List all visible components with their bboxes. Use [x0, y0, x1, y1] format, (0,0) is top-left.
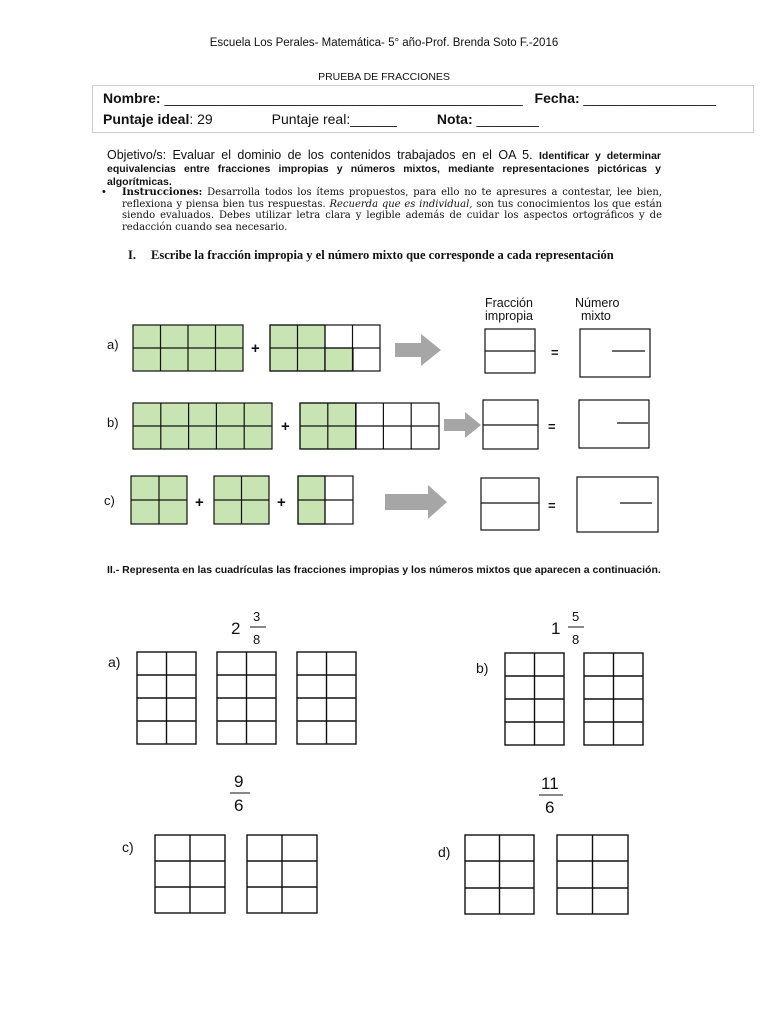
fraction-a-numerator: 3: [253, 609, 261, 624]
grid-d-1[interactable]: [465, 835, 534, 914]
col-numero-line2: mixto: [581, 309, 611, 323]
item-c-plus-2: +: [277, 494, 286, 511]
puntaje-real-label[interactable]: Puntaje real:______: [271, 111, 397, 127]
puntaje-ideal-label: Puntaje ideal: [103, 111, 190, 127]
section-1-title: Escribe la fracción impropia y el número mixto que corresponde a cada representación: [151, 248, 614, 262]
item-c-equals: =: [548, 498, 556, 513]
fraction-a-whole: 2: [231, 619, 241, 638]
instrucciones-italic: Recuerda que es individual,: [329, 198, 473, 210]
fraction-a: [231, 609, 266, 647]
item-a-label: a): [107, 337, 119, 352]
fecha-label: Fecha:: [534, 90, 580, 106]
item-b-plus: +: [281, 418, 290, 435]
item-2b-label: b): [476, 660, 489, 676]
instrucciones-text-2: son tus conocimientos los que están siendo evaluados. Debes utilizar letra clara y legible además de cuidar los aspectos ortográficos y de redacción cuando sea necesario.: [122, 198, 662, 233]
item-c-plus-1: +: [195, 494, 204, 511]
fraction-b-numerator: 5: [572, 609, 580, 624]
school-header: Escuela Los Perales- Matemática- 5° año-Prof. Brenda Soto F.-2016: [209, 37, 559, 49]
item-2c-label: c): [122, 839, 134, 855]
col-numero-line1: Número: [575, 296, 620, 310]
fraction-c: [230, 772, 250, 815]
fraction-a-denominator: 8: [253, 632, 261, 647]
grid-a-2[interactable]: [217, 652, 276, 744]
item-c-label: c): [104, 493, 115, 508]
grid-b-1[interactable]: [505, 653, 564, 745]
grid-d-2[interactable]: [557, 835, 628, 914]
item-2d-label: d): [438, 844, 451, 860]
grid-a-1[interactable]: [137, 652, 196, 744]
grid-c-2[interactable]: [247, 835, 317, 913]
item-2a-label: a): [108, 654, 121, 670]
nota-label: Nota:: [436, 111, 473, 127]
bullet: •: [102, 186, 106, 198]
section-2-title: II.- Representa en las cuadrículas las fracciones impropias y los números mixtos que aparecen a continuación.: [107, 564, 661, 576]
nota-line[interactable]: ________: [476, 111, 539, 127]
fraction-d-denominator: 6: [545, 798, 555, 817]
item-b-equals: =: [548, 419, 556, 434]
instrucciones-label: Instrucciones:: [122, 187, 203, 198]
nombre-label: Nombre:: [103, 90, 161, 106]
fraction-d: [539, 774, 563, 817]
objetivo-main: Objetivo/s: Evaluar el dominio de los contenidos trabajados en el OA 5.: [107, 148, 533, 162]
grid-a-3[interactable]: [297, 652, 356, 744]
item-a-plus: +: [251, 340, 260, 357]
fraction-b-whole: 1: [551, 619, 561, 638]
item-b-label: b): [107, 415, 119, 430]
fraction-b: [551, 609, 584, 647]
fraction-b-denominator: 8: [572, 632, 580, 647]
col-fraccion-line1: Fracción: [485, 296, 533, 310]
fraction-c-denominator: 6: [234, 796, 244, 815]
section-1-number: I.: [128, 248, 136, 262]
test-title: PRUEBA DE FRACCIONES: [318, 71, 450, 83]
objetivo-detail: Identificar y determinar equivalencias entre fracciones impropias y números mixtos, mediante representaciones pictóricas y algorítmicas.: [107, 150, 661, 188]
grid-b-2[interactable]: [584, 653, 643, 745]
nombre-line[interactable]: ______________________________________________: [164, 90, 523, 106]
fecha-line[interactable]: _________________: [583, 90, 716, 106]
grid-c-1[interactable]: [155, 835, 225, 913]
col-fraccion-line2: impropia: [485, 309, 533, 323]
instrucciones-text-1: Desarrolla todos los ítems propuestos, para ello no te apresures a contestar, lee bien, reflexiona y piensa bien tus respuestas.: [122, 187, 662, 210]
item-a-equals: =: [551, 345, 559, 360]
fraction-d-numerator: 11: [541, 774, 559, 793]
puntaje-ideal-value: : 29: [189, 111, 213, 127]
fraction-c-numerator: 9: [234, 772, 244, 791]
